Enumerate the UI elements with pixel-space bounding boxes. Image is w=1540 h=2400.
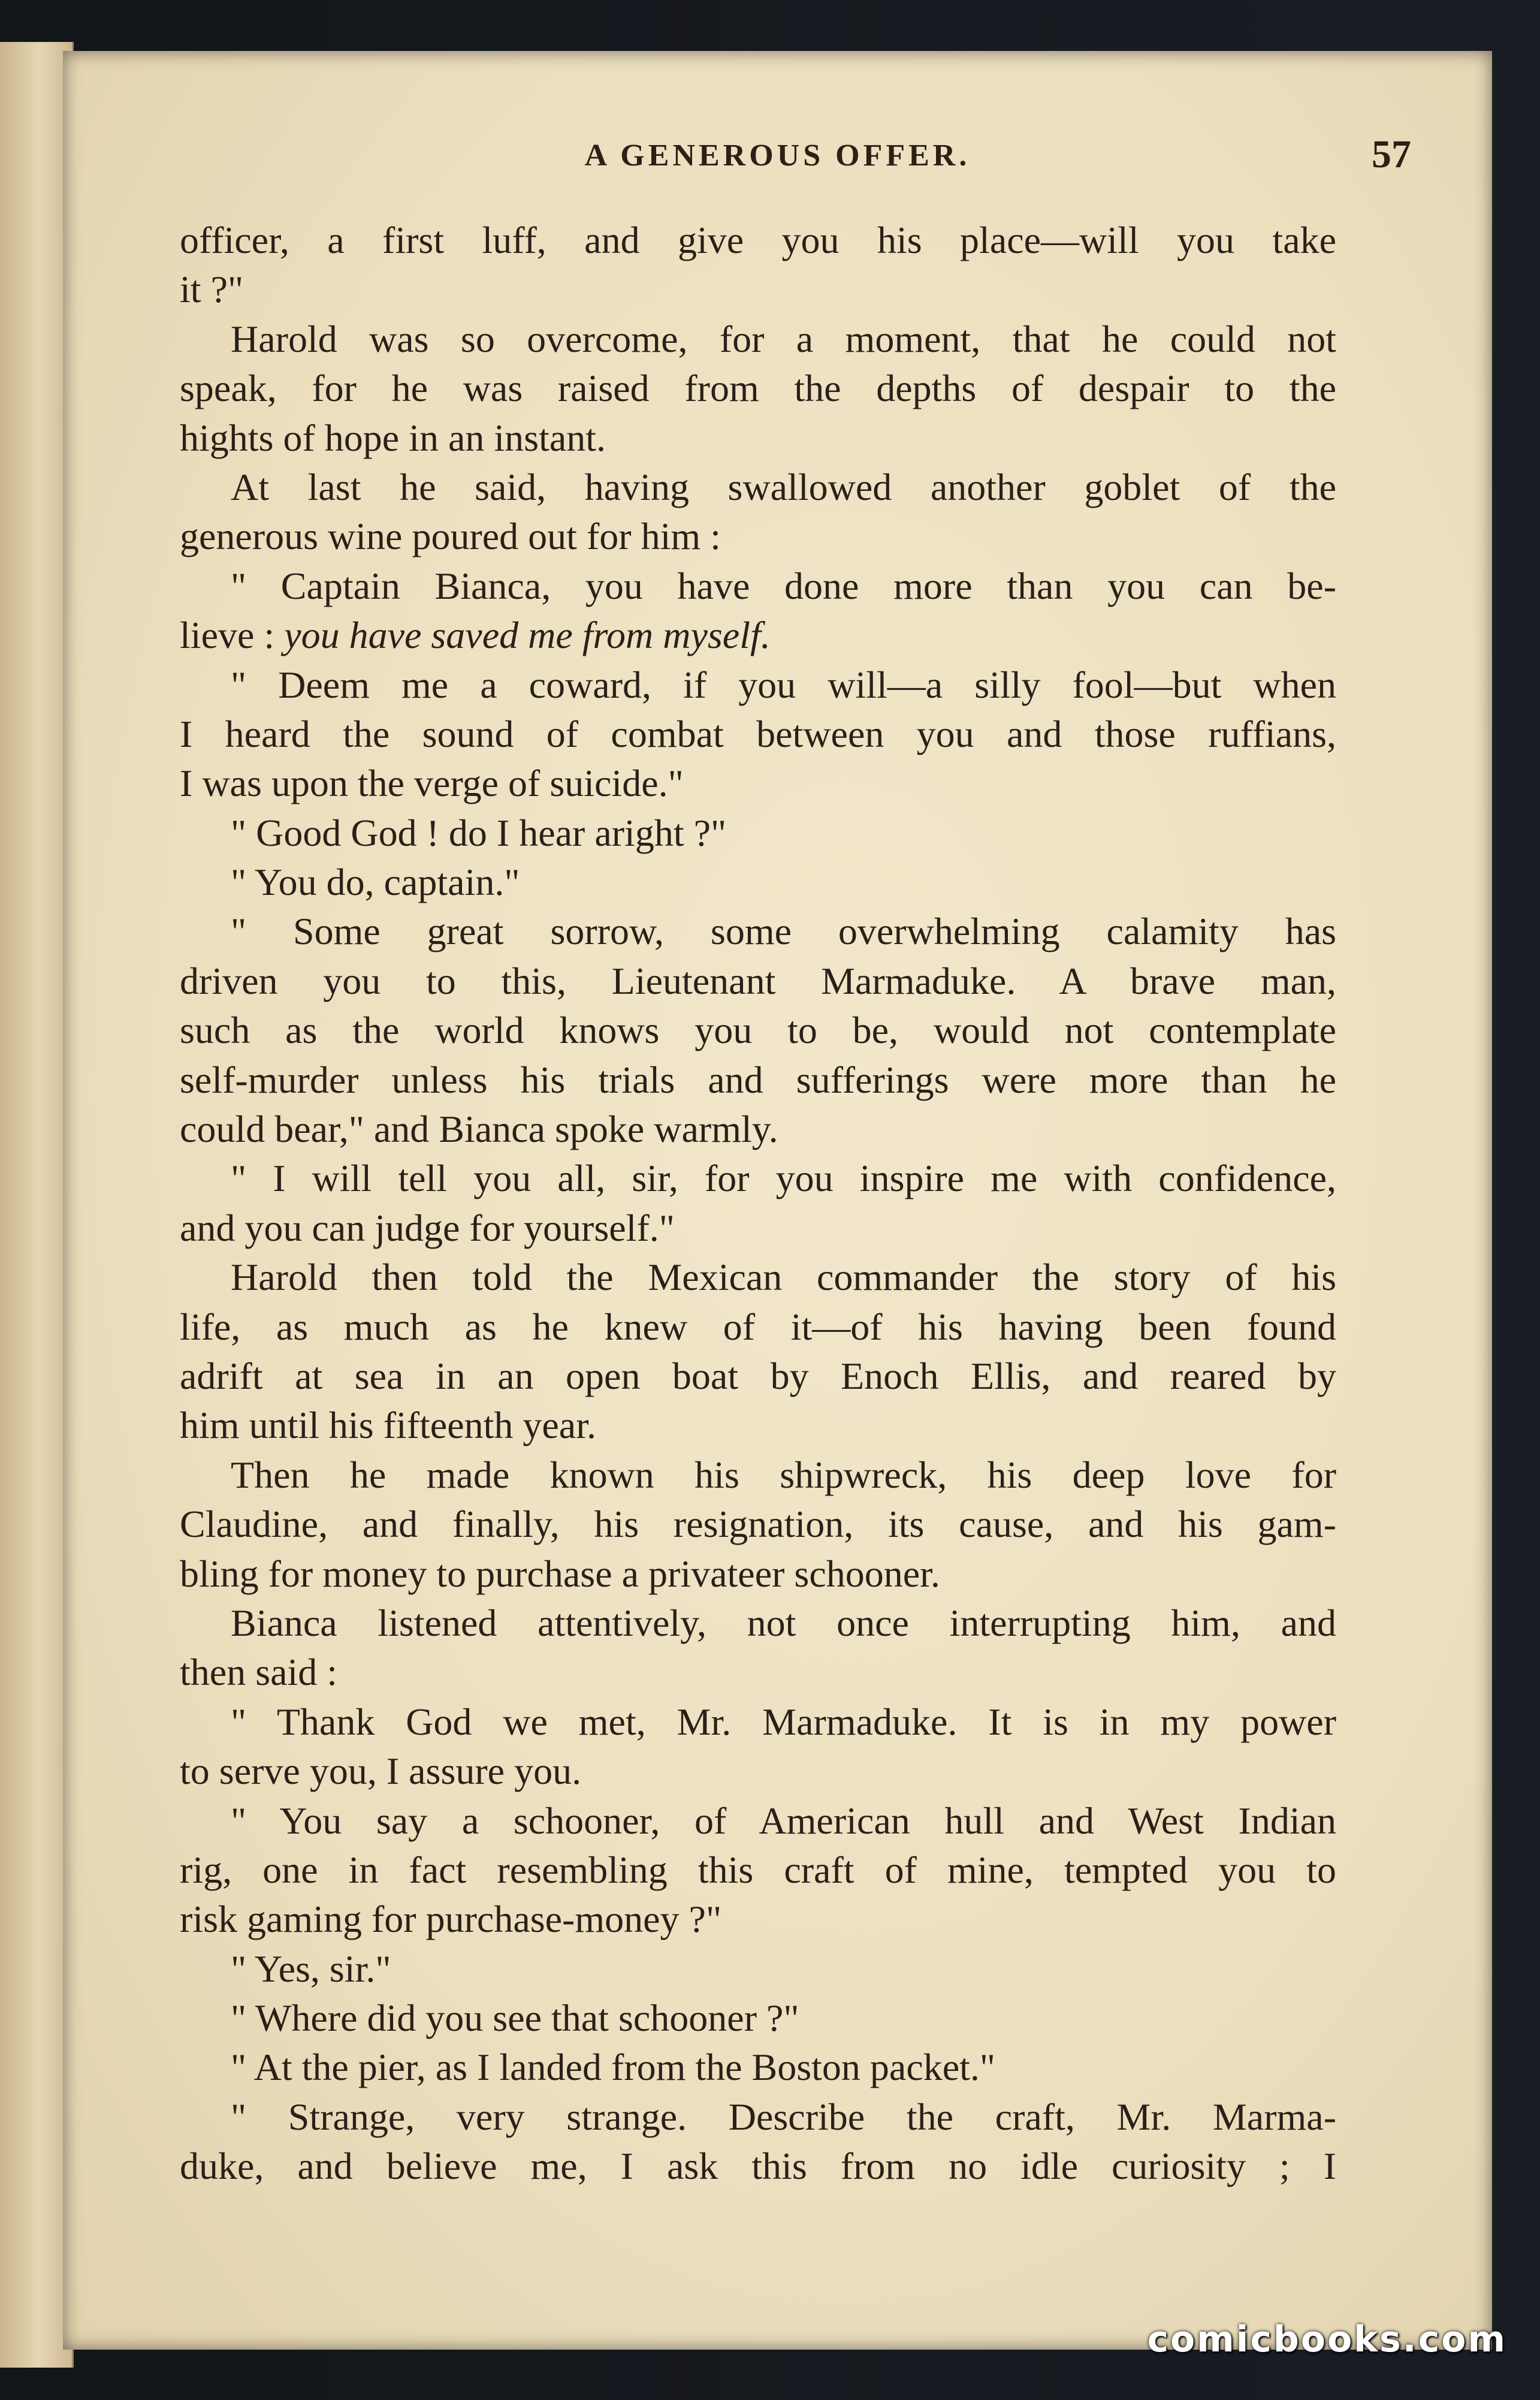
text-line: driven you to this, Lieutenant Marmaduke. A brave man, [180,959,1336,1002]
text-line: " Some great sorrow, some overwhelming calamity has [231,910,1336,953]
page-number: 57 [1372,132,1411,176]
book-page [63,51,1492,2350]
text-line: then said : [180,1651,338,1694]
text-line: it ?" [180,268,244,311]
text-segment: lieve : [180,614,275,657]
text-line: could bear," and Bianca spoke warmly. [180,1108,778,1151]
site-watermark: comicbooks.com [1147,2318,1507,2360]
text-line: risk gaming for purchase-money ?" [180,1898,722,1941]
text-line: such as the world knows you to be, would not contemplate [180,1009,1336,1052]
chapter-title: A GENEROUS OFFER. [584,138,971,173]
text-line: " Captain Bianca, you have done more than you can be- [231,564,1336,607]
text-line: Harold was so overcome, for a moment, that he could not [231,317,1336,360]
text-line: " Yes, sir." [231,1947,391,1990]
text-line: speak, for he was raised from the depths of despair to the [180,367,1336,410]
text-line: duke, and believe me, I ask this from no idle curiosity ; I [180,2145,1336,2188]
text-line: Then he made known his shipwreck, his deep love for [231,1453,1336,1496]
text-line: " You say a schooner, of American hull and West Indian [231,1799,1336,1842]
text-line: generous wine poured out for him : [180,515,721,558]
text-line: At last he said, having swallowed another goblet of the [231,465,1336,508]
text-line: " Strange, very strange. Describe the craft, Mr. Marma- [231,2095,1336,2138]
text-line: " You do, captain." [231,861,520,904]
text-line: to serve you, I assure you. [180,1750,582,1793]
running-head [63,132,1492,186]
text-line: " Thank God we met, Mr. Marmaduke. It is in my power [231,1700,1336,1743]
text-line: I was upon the verge of suicide." [180,762,684,805]
text-line: him until his fifteenth year. [180,1404,596,1447]
italic-phrase: you have saved me from myself. [284,614,771,657]
text-line: I heard the sound of combat between you and those ruffians, [180,712,1336,755]
text-line: " Good God ! do I hear aright ?" [231,811,727,854]
text-line: bling for money to purchase a privateer schooner. [180,1552,940,1595]
text-line: " At the pier, as I landed from the Boston packet." [231,2046,996,2089]
text-line: and you can judge for yourself." [180,1206,675,1249]
text-line: adrift at sea in an open boat by Enoch Ellis, and reared by [180,1354,1336,1397]
text-line: life, as much as he knew of it—of his having been found [180,1305,1336,1348]
text-line: hights of hope in an instant. [180,416,606,459]
text-line: officer, a first luff, and give you his place—will you take [180,219,1336,261]
text-line: " I will tell you all, sir, for you inspire me with confidence, [231,1157,1336,1200]
body-text [180,216,1336,2284]
text-line [180,611,1336,660]
text-line: " Deem me a coward, if you will—a silly fool—but when [231,663,1336,706]
text-line: " Where did you see that schooner ?" [231,1997,799,2040]
text-line: Claudine, and finally, his resignation, its cause, and his gam- [180,1503,1336,1546]
text-line: Bianca listened attentively, not once interrupting him, and [231,1601,1336,1644]
text-line: self-murder unless his trials and sufferings were more than he [180,1058,1336,1101]
text-line: rig, one in fact resembling this craft of mine, tempted you to [180,1848,1336,1891]
text-line: Harold then told the Mexican commander the story of his [231,1256,1336,1299]
